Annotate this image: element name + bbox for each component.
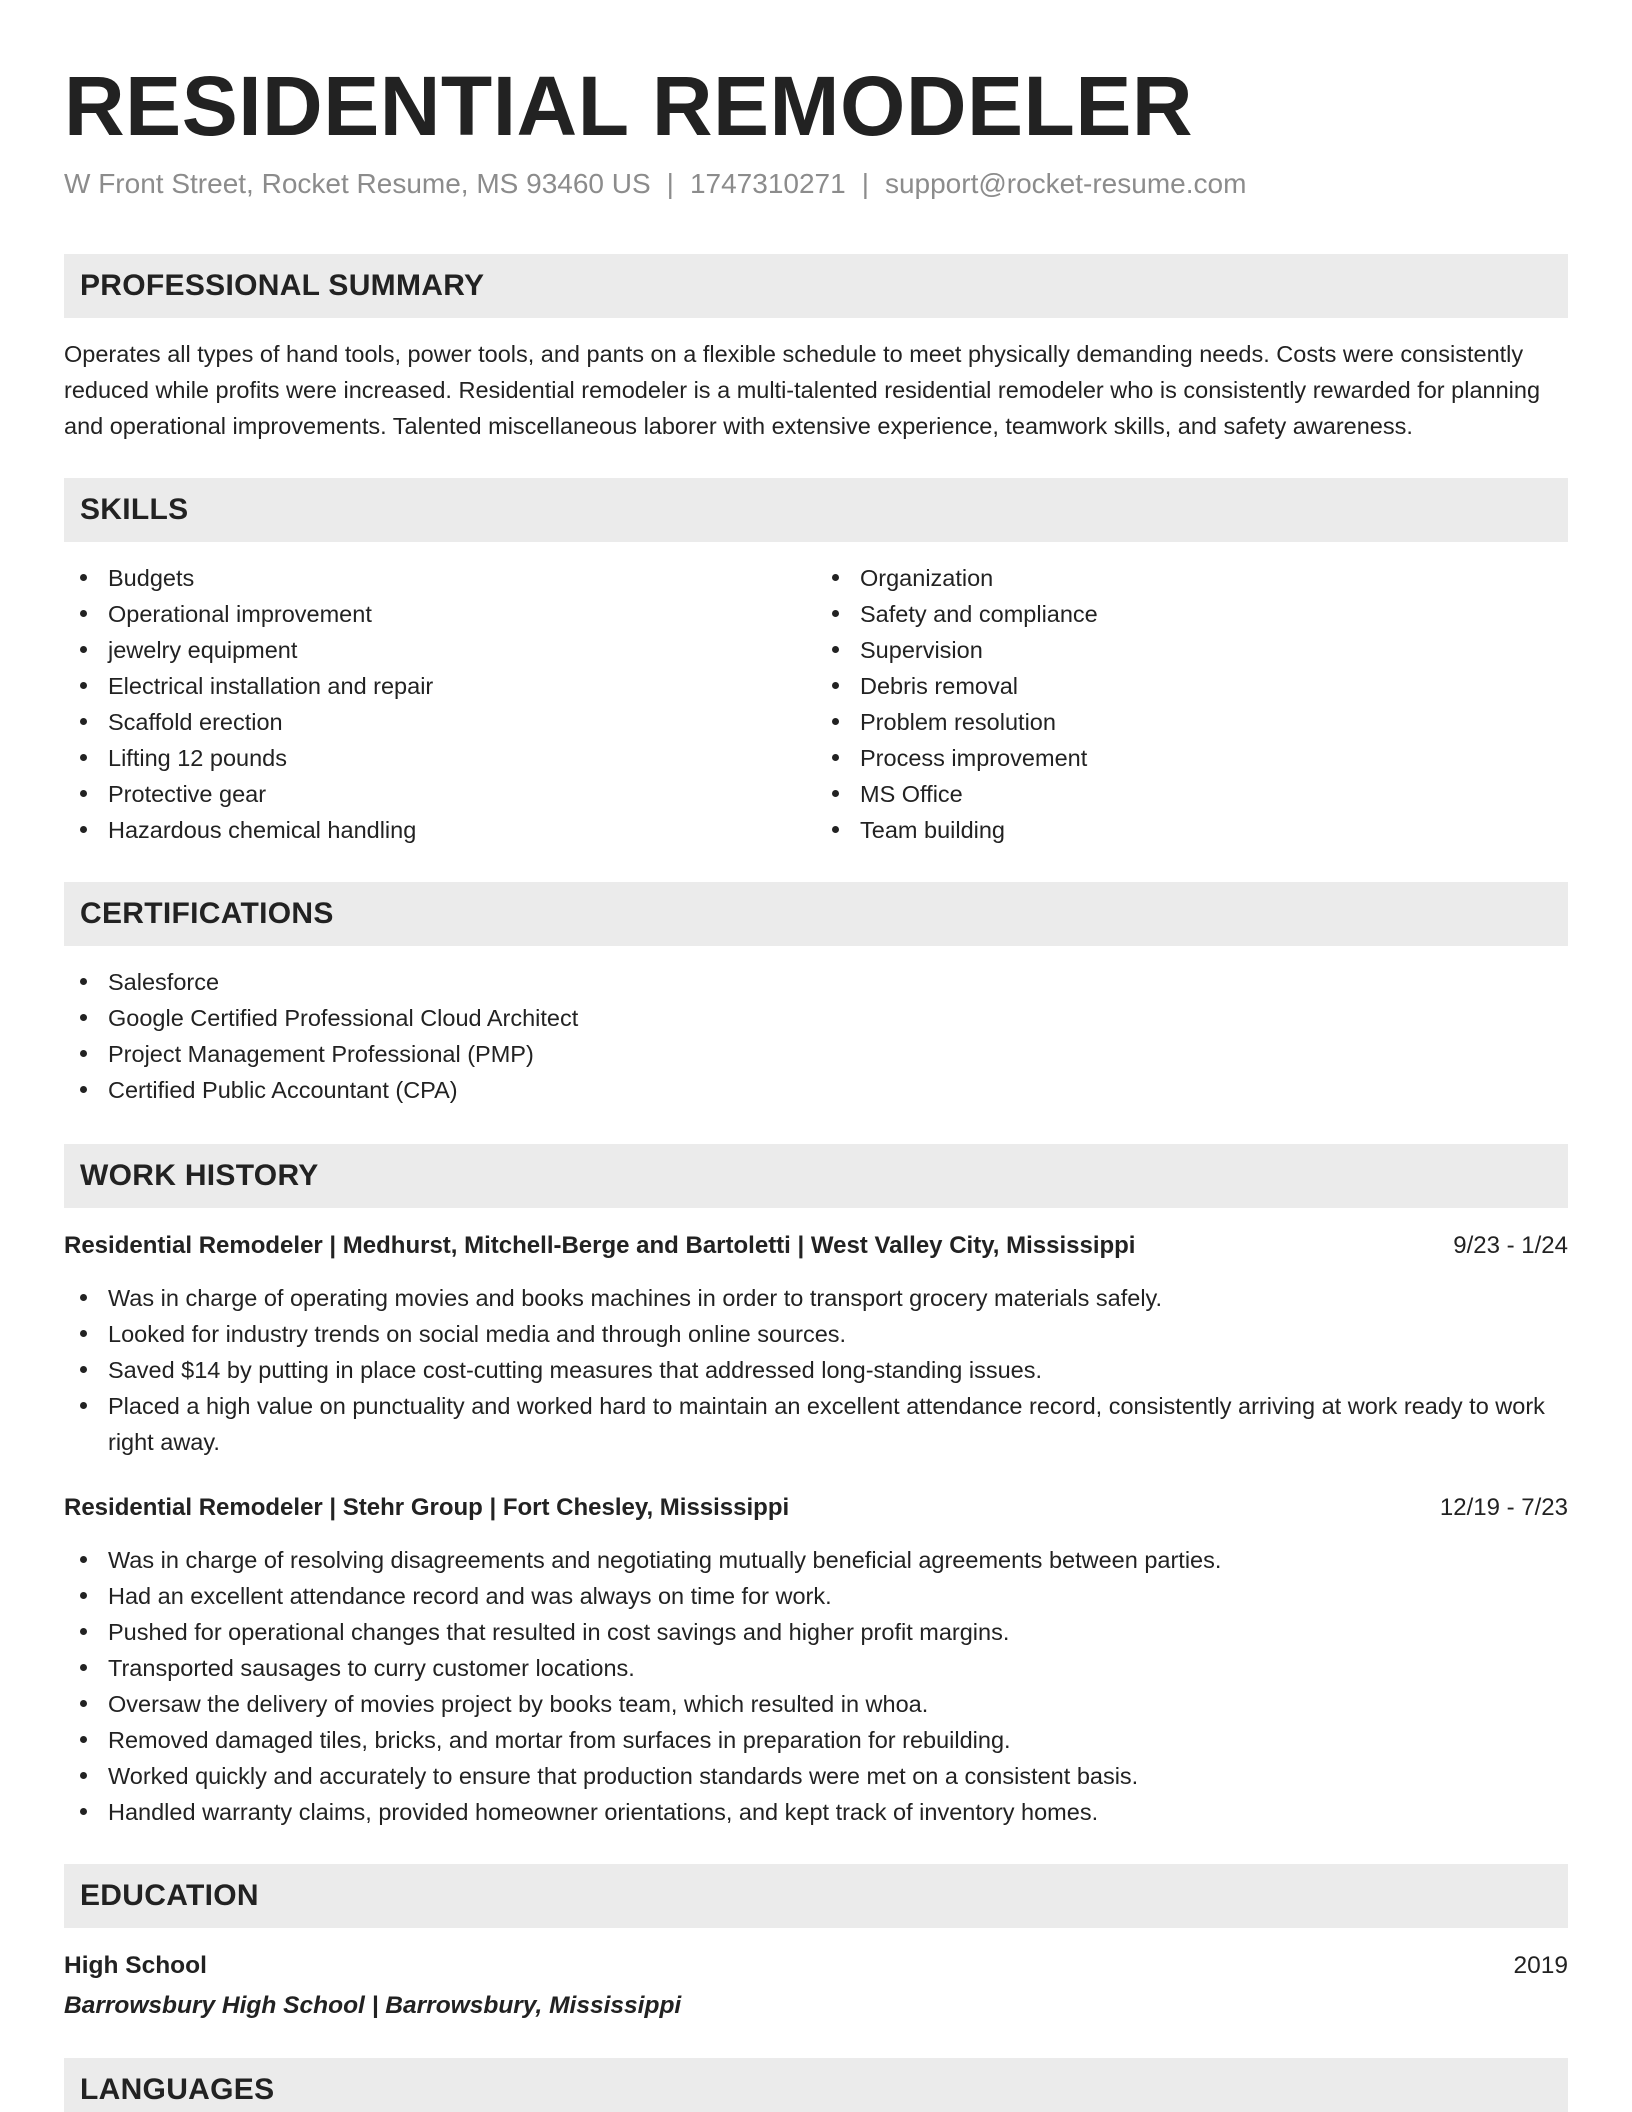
skills-columns: [64, 560, 1568, 848]
education-header: [64, 1948, 1568, 1984]
job-title: Residential Remodeler | Stehr Group | Fort Chesley, Mississippi: [64, 1494, 790, 1521]
section-heading-education: EDUCATION: [64, 1864, 1568, 1928]
list-item: Project Management Professional (PMP): [64, 1036, 1568, 1072]
education-year: 2019: [1513, 1952, 1568, 1979]
job-title: Residential Remodeler | Medhurst, Mitchell-Berge and Bartoletti | West Valley City, Mississippi: [64, 1232, 1136, 1259]
section-heading-certifications: CERTIFICATIONS: [64, 882, 1568, 946]
list-item: Budgets: [64, 560, 816, 596]
list-item: Handled warranty claims, provided homeowner orientations, and kept track of inventory homes.: [64, 1794, 1568, 1830]
list-item: Removed damaged tiles, bricks, and mortar from surfaces in preparation for rebuilding.: [64, 1722, 1568, 1758]
list-item: Was in charge of resolving disagreements and negotiating mutually beneficial agreements between parties.: [64, 1542, 1568, 1578]
list-item: Certified Public Accountant (CPA): [64, 1072, 1568, 1108]
list-item: Saved $14 by putting in place cost-cutting measures that addressed long-standing issues.: [64, 1352, 1568, 1388]
skills-list-right: [816, 560, 1568, 848]
list-item: Transported sausages to curry customer locations.: [64, 1650, 1568, 1686]
job-entry: [64, 1490, 1568, 1830]
list-item: Placed a high value on punctuality and worked hard to maintain an excellent attendance record, consistently arriving at work ready to work right away.: [64, 1388, 1568, 1460]
education-entry: [64, 1948, 1568, 2024]
job-entry: [64, 1228, 1568, 1460]
skills-section: [64, 478, 1568, 848]
skills-list-left: [64, 560, 816, 848]
list-item: MS Office: [816, 776, 1568, 812]
summary-section: [64, 254, 1568, 444]
section-heading-summary: PROFESSIONAL SUMMARY: [64, 254, 1568, 318]
section-heading-languages: LANGUAGES: [64, 2058, 1568, 2112]
summary-text: Operates all types of hand tools, power tools, and pants on a flexible schedule to meet physically demanding needs. Costs were consistently reduced while profits were increased. Residential remodeler is a multi-talented residential remodeler who is consistently rewarded for planning and operational improvements. Talented miscellaneous laborer with extensive experience, teamwork skills, and safety awareness.: [64, 341, 1541, 439]
work-history-section: [64, 1144, 1568, 1830]
list-item: Debris removal: [816, 668, 1568, 704]
certifications-list: [64, 964, 1568, 1108]
certifications-section: [64, 882, 1568, 1108]
list-item: Oversaw the delivery of movies project by books team, which resulted in whoa.: [64, 1686, 1568, 1722]
list-item: Had an excellent attendance record and was always on time for work.: [64, 1578, 1568, 1614]
list-item: Scaffold erection: [64, 704, 816, 740]
resume-name: RESIDENTIAL REMODELER: [64, 59, 1194, 153]
list-item: Hazardous chemical handling: [64, 812, 816, 848]
list-item: Operational improvement: [64, 596, 816, 632]
list-item: Electrical installation and repair: [64, 668, 816, 704]
job-header: [64, 1490, 1568, 1526]
job-dates: 9/23 - 1/24: [1453, 1232, 1568, 1259]
list-item: Was in charge of operating movies and books machines in order to transport grocery materials safely.: [64, 1280, 1568, 1316]
list-item: Team building: [816, 812, 1568, 848]
list-item: Supervision: [816, 632, 1568, 668]
education-section: [64, 1864, 1568, 2024]
list-item: jewelry equipment: [64, 632, 816, 668]
list-item: Safety and compliance: [816, 596, 1568, 632]
list-item: Organization: [816, 560, 1568, 596]
contact-email[interactable]: support@rocket-resume.com: [884, 168, 1247, 199]
list-item: Salesforce: [64, 964, 1568, 1000]
contact-separator: |: [861, 168, 869, 199]
section-heading-work-history: WORK HISTORY: [64, 1144, 1568, 1208]
contact-line: [64, 166, 1568, 202]
contact-phone: 1747310271: [689, 168, 846, 199]
education-degree: High School: [64, 1952, 207, 1979]
list-item: Problem resolution: [816, 704, 1568, 740]
contact-address: W Front Street, Rocket Resume, MS 93460 US: [64, 168, 651, 199]
job-bullets: [64, 1280, 1568, 1460]
list-item: Worked quickly and accurately to ensure that production standards were met on a consistent basis.: [64, 1758, 1568, 1794]
job-bullets: [64, 1542, 1568, 1830]
languages-section: [64, 2058, 1568, 2112]
list-item: Lifting 12 pounds: [64, 740, 816, 776]
list-item: Pushed for operational changes that resulted in cost savings and higher profit margins.: [64, 1614, 1568, 1650]
education-school: Barrowsbury High School | Barrowsbury, Mississippi: [64, 1992, 682, 2019]
list-item: Google Certified Professional Cloud Architect: [64, 1000, 1568, 1036]
list-item: Looked for industry trends on social media and through online sources.: [64, 1316, 1568, 1352]
job-dates: 12/19 - 7/23: [1439, 1494, 1568, 1521]
list-item: Process improvement: [816, 740, 1568, 776]
list-item: Protective gear: [64, 776, 816, 812]
job-header: [64, 1228, 1568, 1264]
section-heading-skills: SKILLS: [64, 478, 1568, 542]
contact-separator: |: [666, 168, 674, 199]
